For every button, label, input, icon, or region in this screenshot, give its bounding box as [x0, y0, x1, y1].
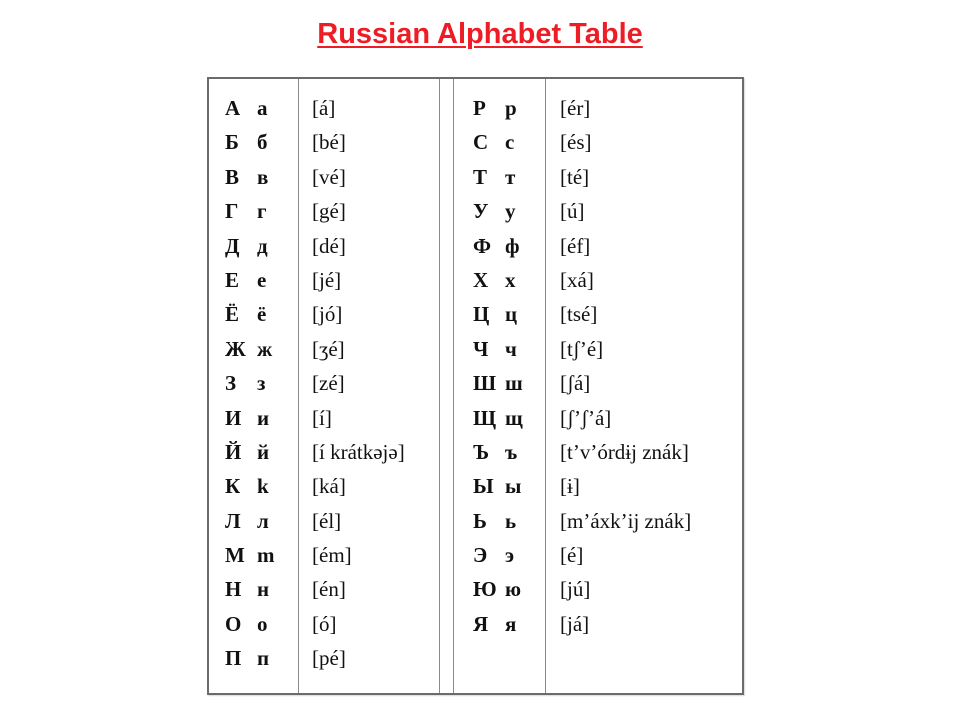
pronunciation: [ér] [560, 96, 591, 120]
letter-pair [225, 160, 275, 194]
letter-pair [225, 332, 275, 366]
pronunciation: [té] [560, 164, 590, 189]
uppercase-letter: В [225, 164, 240, 189]
pronunciation: [dé] [312, 233, 346, 258]
letter-pair [473, 332, 523, 366]
letter-pair [473, 194, 523, 228]
uppercase-letter: Х [473, 267, 489, 292]
pronunciation: [xá] [560, 267, 594, 292]
lowercase-letter: р [505, 96, 517, 120]
uppercase-letter: К [225, 474, 241, 499]
lowercase-letter: k [257, 474, 269, 499]
letter-pair [473, 229, 523, 263]
letter-pair [473, 401, 523, 435]
uppercase-letter: Р [473, 96, 486, 120]
letter-pair [225, 125, 275, 159]
uppercase-letter: Ж [225, 336, 246, 361]
uppercase-letter: Б [225, 130, 239, 155]
uppercase-letter: Ё [225, 302, 240, 327]
letter-pair [473, 538, 523, 572]
lowercase-letter: и [257, 405, 270, 430]
uppercase-letter: Й [225, 439, 242, 464]
uppercase-letter: Е [225, 267, 240, 292]
letter-pair [473, 125, 523, 159]
pronunciation: [ʃá] [560, 371, 591, 396]
pronunciation: [jú] [560, 577, 591, 602]
pronunciation: [í] [312, 405, 332, 430]
lowercase-letter: ч [505, 336, 517, 361]
lowercase-letter: л [257, 508, 269, 533]
pronunciation: [é] [560, 543, 584, 568]
letter-pair [225, 572, 275, 606]
letter-pair [473, 263, 523, 297]
lowercase-letter: у [505, 199, 516, 224]
letter-pair [225, 401, 275, 435]
lowercase-letter: щ [505, 405, 523, 430]
letter-pair [225, 469, 275, 503]
uppercase-letter: А [225, 96, 241, 120]
lowercase-letter: ю [505, 577, 522, 602]
lowercase-letter: ш [505, 371, 523, 396]
lowercase-letter: п [257, 646, 270, 671]
lowercase-letter: е [257, 267, 267, 292]
letter-pair [473, 572, 523, 606]
uppercase-letter: И [225, 405, 242, 430]
lowercase-letter: m [257, 543, 275, 568]
letter-pair [473, 435, 523, 469]
pronunciation: [í krátkəjə] [312, 439, 405, 464]
column-divider [298, 79, 299, 693]
pronunciation: [ém] [312, 543, 352, 568]
letter-pair [473, 607, 523, 641]
letter-pair [473, 504, 523, 538]
lowercase-letter: ж [257, 336, 273, 361]
lowercase-letter: т [505, 164, 516, 189]
uppercase-letter: Ч [473, 336, 489, 361]
uppercase-letter: С [473, 130, 489, 155]
left-letters-column [225, 91, 275, 676]
lowercase-letter: о [257, 611, 268, 636]
lowercase-letter: с [505, 130, 515, 155]
letter-pair [225, 263, 275, 297]
pronunciation: [gé] [312, 199, 346, 224]
letter-pair [225, 607, 275, 641]
letter-pair [473, 366, 523, 400]
pronunciation: [á] [312, 96, 336, 120]
column-divider [545, 79, 546, 693]
lowercase-letter: в [257, 164, 269, 189]
uppercase-letter: Ш [473, 371, 497, 396]
letter-pair [225, 435, 275, 469]
lowercase-letter: ы [505, 474, 522, 499]
uppercase-letter: Д [225, 233, 240, 258]
pronunciation: [m’áxk’ij znák] [560, 508, 692, 533]
column-divider [453, 79, 454, 693]
letter-pair [473, 91, 523, 125]
uppercase-letter: Н [225, 577, 242, 602]
lowercase-letter: д [257, 233, 268, 258]
pronunciation: [zé] [312, 371, 345, 396]
uppercase-letter: П [225, 646, 242, 671]
lowercase-letter: ь [505, 508, 517, 533]
lowercase-letter: г [257, 199, 267, 224]
letter-pair [473, 297, 523, 331]
pronunciation: [éf] [560, 233, 591, 258]
pronunciation: [ká] [312, 474, 346, 499]
uppercase-letter: Я [473, 611, 489, 636]
uppercase-letter: Г [225, 199, 239, 224]
lowercase-letter: а [257, 96, 268, 120]
pronunciation: [já] [560, 611, 590, 636]
letter-pair [225, 641, 275, 675]
uppercase-letter: Ю [473, 577, 497, 602]
letter-pair [473, 469, 523, 503]
pronunciation: [ɨ] [560, 474, 580, 499]
lowercase-letter: ё [257, 302, 267, 327]
pronunciation: [ó] [312, 611, 337, 636]
lowercase-letter: ц [505, 302, 518, 327]
lowercase-letter: ф [505, 233, 520, 258]
uppercase-letter: Т [473, 164, 488, 189]
letter-pair [225, 194, 275, 228]
uppercase-letter: Ъ [473, 439, 490, 464]
right-letters-column [473, 91, 523, 641]
uppercase-letter: Щ [473, 405, 497, 430]
lowercase-letter: х [505, 267, 516, 292]
lowercase-letter: н [257, 577, 270, 602]
pronunciation: [bé] [312, 130, 346, 155]
pronunciation: [él] [312, 508, 342, 533]
letter-pair [225, 297, 275, 331]
letter-pair [225, 504, 275, 538]
pronunciation: [jó] [312, 302, 343, 327]
letter-pair [225, 366, 275, 400]
pronunciation: [és] [560, 130, 592, 155]
letter-pair [225, 538, 275, 572]
letter-pair [225, 91, 275, 125]
lowercase-letter: э [505, 543, 515, 568]
column-divider [439, 79, 440, 693]
pronunciation: [tsé] [560, 302, 598, 327]
right-pronunciation-column [560, 91, 691, 641]
uppercase-letter: Л [225, 508, 241, 533]
pronunciation: [vé] [312, 164, 346, 189]
uppercase-letter: Ь [473, 508, 487, 533]
pronunciation: [tʃ’é] [560, 336, 604, 361]
lowercase-letter: з [257, 371, 266, 396]
letter-pair [473, 160, 523, 194]
letter-pair [225, 229, 275, 263]
uppercase-letter: Э [473, 543, 488, 568]
uppercase-letter: М [225, 543, 245, 568]
uppercase-letter: Ф [473, 233, 492, 258]
uppercase-letter: Ц [473, 302, 490, 327]
pronunciation: [pé] [312, 646, 346, 671]
uppercase-letter: О [225, 611, 242, 636]
pronunciation: [jé] [312, 267, 342, 292]
pronunciation: [ú] [560, 199, 585, 224]
lowercase-letter: ъ [505, 439, 518, 464]
lowercase-letter: й [257, 439, 270, 464]
uppercase-letter: У [473, 199, 489, 224]
lowercase-letter: б [257, 130, 268, 155]
alphabet-table [207, 77, 744, 695]
uppercase-letter: З [225, 371, 237, 396]
pronunciation: [én] [312, 577, 346, 602]
left-pronunciation-column [312, 91, 405, 676]
pronunciation: [t’v’órdɨj znák] [560, 439, 689, 464]
page-title: Russian Alphabet Table [317, 18, 643, 50]
lowercase-letter: я [505, 611, 517, 636]
pronunciation: [ʒé] [312, 336, 345, 361]
pronunciation: [ʃ’ʃ’á] [560, 405, 612, 430]
uppercase-letter: Ы [473, 474, 494, 499]
